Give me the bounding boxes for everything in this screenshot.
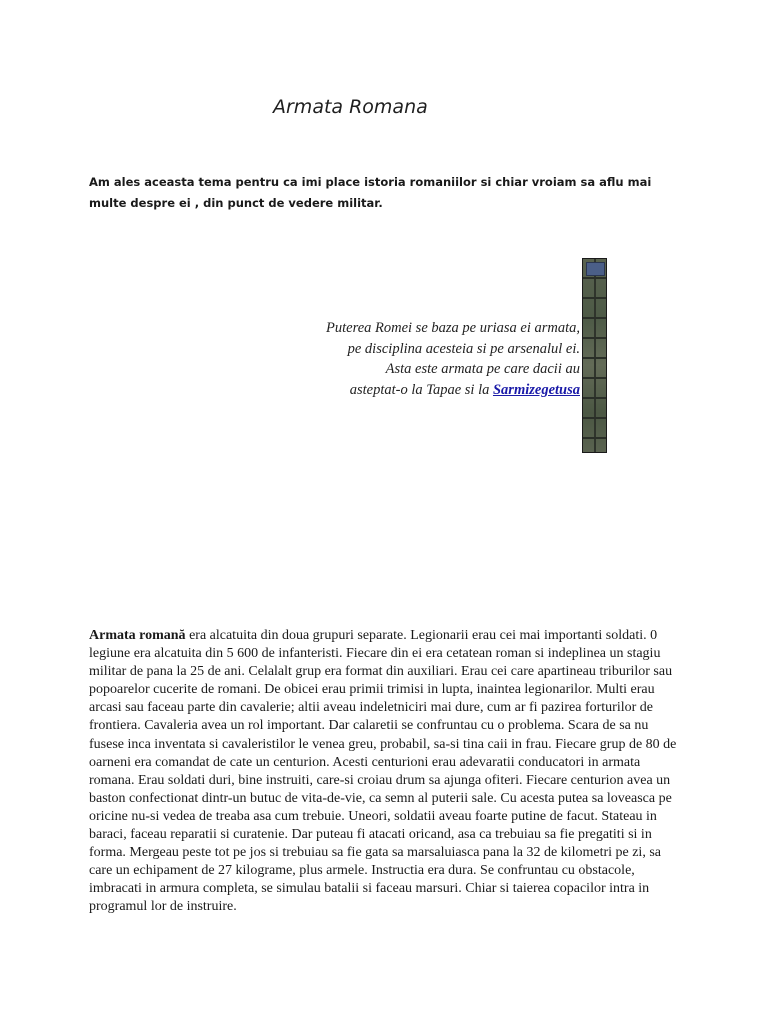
body-paragraph [89, 627, 681, 917]
quote-line: asteptat-o la Tapae si la [349, 381, 493, 398]
quote-line: pe disciplina acesteia si pe arsenalul ei. [347, 340, 580, 357]
quote-line: Asta este armata pe care dacii au [385, 361, 580, 377]
body-lead-bold: Armata romană [89, 628, 186, 643]
stone-wall-image [582, 258, 607, 453]
quote-line: Puterea Romei se baza pe uriasa ei armata, [326, 320, 580, 336]
page-title: Armata Romana [273, 96, 428, 118]
intro-paragraph: Am ales aceasta tema pentru ca imi place istoria romaniilor si chiar vroiam sa aflu mai multe despre ei , din punct de vedere militar. [89, 175, 652, 210]
stone-cap-icon [586, 262, 605, 276]
body-text: era alcatuita din doua grupuri separate. Legionarii erau cei mai importanti soldati. 0 legiune era alcatuita din 5 600 de infanteristi. Fiecare din ei era cetatean roman si indeplinea un stagiu militar de pana la 25 de ani. Celalalt grup era format din auxiliari. Erau cei care apartineau triburilor sau popoarelor cucerite de romani. De obicei erau primii trimisi in lupta, inaintea legionarilor. Multi erau arcasi sau faceau parte din cavalerie; altii aveau indeletniciri mai dure, cum ar fi pazirea forturilor de frontiera. Cavaleria avea un rol important. Dar calaretii se confruntau cu o problema. Scara de sa nu fusese inca inventata si cavaleristilor le venea greu, probabil, sa-si tina caii in frau. Fiecare grup de 80 de oarneni era comandat de cate un centurion. Acesti centurioni erau adevaratii conducatori in armata romana. Erau soldati duri, bine instruiti, care-si croiau drum sa ajunga ofiteri. Fiecare centurion avea un baston confectionat dintr-un butuc de vita-de-vie, ca semn al puterii sale. Cu acesta putea sa loveasca pe oricine nu-si vedea de treaba asa cum trebuie. Uneori, soldatii aveau foarte putine de facut. Stateau in baraci, faceau reparatii si curatenie. Dar puteau fi atacati oricand, asa ca trebuiau sa fie pregatiti si in forma. Mergeau peste tot pe jos si trebuiau sa fie gata sa marsaluiasca pana la 32 de kilometri pe zi, sa care un echipament de 27 kilograme, plus armele. Instructia era dura. Se confruntau cu obstacole, imbracati in armura completa, se simulau batalii si faceau marsuri. Chiar si taierea copacilor intra in programul lor de instruire. [89, 628, 677, 915]
sarmizegetusa-link[interactable]: Sarmizegetusa [492, 381, 580, 398]
quote-block [230, 318, 580, 400]
